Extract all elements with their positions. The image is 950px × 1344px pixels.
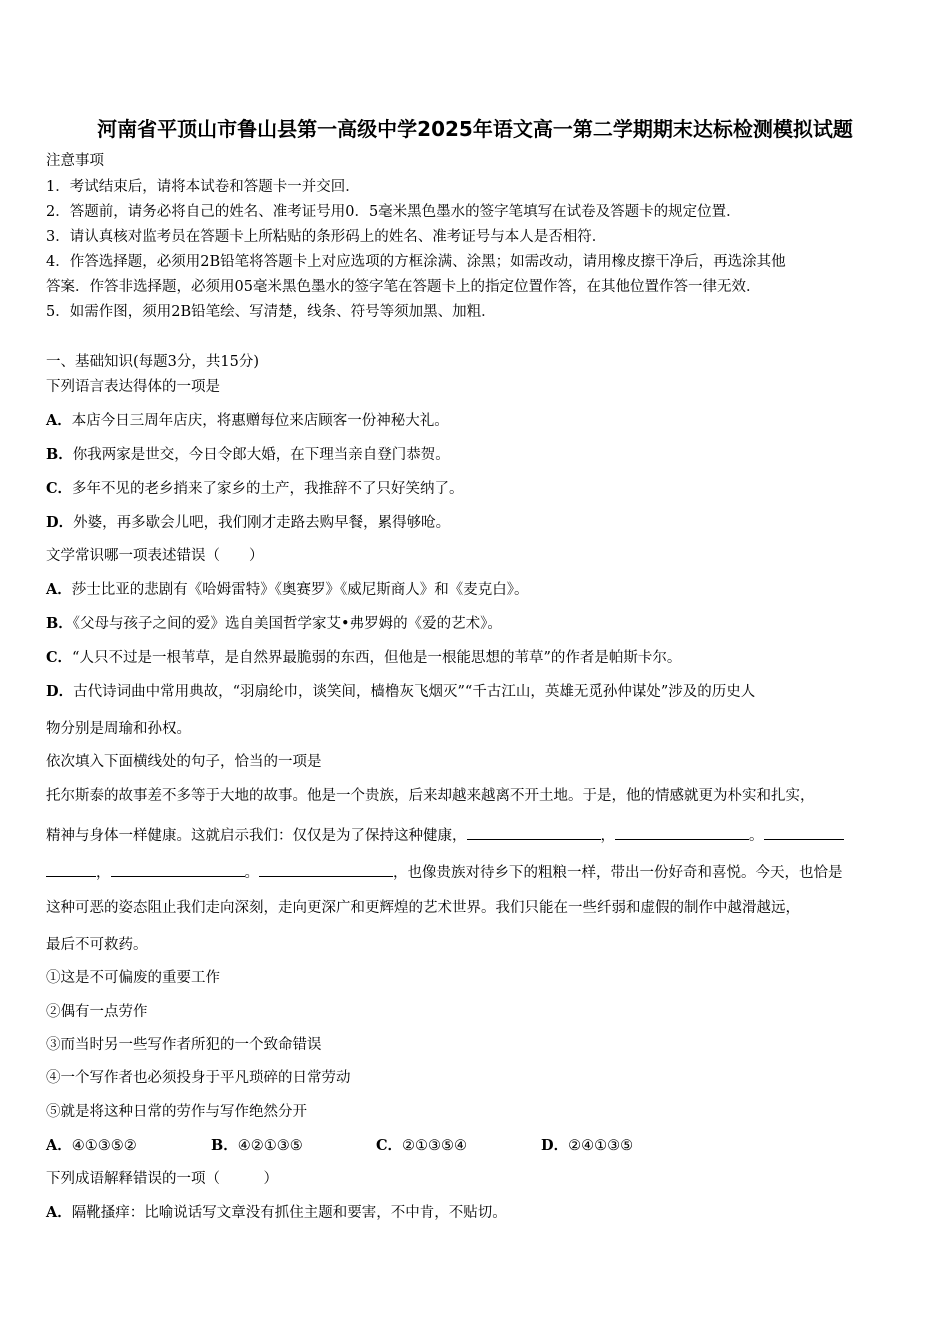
notice-item: 答案．作答非选择题，必须用05毫米黑色墨水的签字笔在答题卡上的指定位置作答，在其他位置作答一律无效． xyxy=(46,279,761,295)
option-label: B． xyxy=(211,1137,238,1154)
option-label: D． xyxy=(46,683,74,700)
fill-blank-3[interactable] xyxy=(764,824,844,840)
option-text: ④①③⑤② xyxy=(71,1138,137,1154)
option-a xyxy=(46,411,449,431)
option-c xyxy=(376,1136,541,1156)
passage-line xyxy=(46,824,844,846)
passage-text: 精神与身体一样健康。这就启示我们：仅仅是为了保持这种健康， xyxy=(46,828,467,844)
option-text: ④②①③⑤ xyxy=(237,1138,303,1154)
fill-blank-3-cont[interactable] xyxy=(46,861,96,877)
passage-line: 托尔斯泰的故事差不多等于大地的故事。他是一个贵族，后来却越来越离不开土地。于是，他的情感就更为朴实和扎实， xyxy=(46,788,815,804)
option-label: C． xyxy=(46,649,73,666)
fill-blank-1[interactable] xyxy=(467,824,601,840)
option-text: ②①③⑤④ xyxy=(402,1138,468,1154)
option-label: C． xyxy=(376,1137,403,1154)
option-text: 《父母与孩子之间的爱》选自美国哲学家艾•弗罗姆的《爱的艺术》。 xyxy=(72,616,502,632)
fill-blank-2[interactable] xyxy=(615,824,749,840)
question-stem: 下列成语解释错误的一项（ ） xyxy=(46,1171,278,1187)
notice-item: 2．答题前，请务必将自己的姓名、准考证号用0．5毫米黑色墨水的签字笔填写在试卷及答题卡的规定位置． xyxy=(46,204,741,220)
option-text: 隔靴搔痒：比喻说话写文章没有抓住主题和要害，不中肯，不贴切。 xyxy=(71,1205,507,1221)
notice-heading: 注意事项 xyxy=(46,153,104,169)
option-text: “人只不过是一根苇草，是自然界最脆弱的东西，但他是一根能思想的苇草”的作者是帕斯卡尔。 xyxy=(72,650,682,666)
option-text: 外婆，再多歇会儿吧，我们刚才走路去购早餐，累得够呛。 xyxy=(73,515,451,531)
option-label: B． xyxy=(46,615,73,632)
page-title: 河南省平顶山市鲁山县第一高级中学2025年语文高一第二学期期末达标检测模拟试题 xyxy=(97,117,853,141)
option-text: ②④①③⑤ xyxy=(568,1138,634,1154)
option-a xyxy=(46,580,529,600)
fill-blank-5[interactable] xyxy=(259,861,393,877)
passage-line: 最后不可救药。 xyxy=(46,937,148,953)
option-d xyxy=(541,1136,633,1156)
option-d xyxy=(46,682,755,702)
question-stem: 文学常识哪一项表述错误（ ） xyxy=(46,548,264,564)
option-label: A． xyxy=(46,1137,72,1154)
option-b xyxy=(46,614,502,634)
sentence-item: ⑤就是将这种日常的劳作与写作绝然分开 xyxy=(46,1104,307,1120)
sentence-item: ②偶有一点劳作 xyxy=(46,1004,148,1020)
option-label: D． xyxy=(46,514,74,531)
option-text: 古代诗词曲中常用典故，“羽扇纶巾，谈笑间，樯橹灰飞烟灭”“千古江山，英雄无觅孙仲谋处”涉及的历史人 xyxy=(73,684,756,700)
option-c xyxy=(46,479,464,499)
option-text: 多年不见的老乡捎来了家乡的土产，我推辞不了只好笑纳了。 xyxy=(72,481,464,497)
option-text: 你我两家是世交，今日令郎大婚，在下理当亲自登门恭贺。 xyxy=(72,447,450,463)
option-label: A． xyxy=(46,581,72,598)
question-stem: 下列语言表达得体的一项是 xyxy=(46,379,220,395)
option-b xyxy=(46,445,450,465)
sentence-item: ④一个写作者也必须投身于平凡琐碎的日常劳动 xyxy=(46,1070,351,1086)
sentence-item: ③而当时另一些写作者所犯的一个致命错误 xyxy=(46,1037,322,1053)
option-d xyxy=(46,513,450,533)
option-label: D． xyxy=(541,1137,569,1154)
passage-text: ，也像贵族对待乡下的粗粮一样，带出一份好奇和喜悦。今天，也恰是 xyxy=(393,865,843,881)
option-label: C． xyxy=(46,480,73,497)
option-b xyxy=(211,1136,376,1156)
notice-item: 1．考试结束后，请将本试卷和答题卡一并交回． xyxy=(46,179,360,195)
option-label: A． xyxy=(46,1204,72,1221)
notice-item: 5．如需作图，须用2B铅笔绘、写清楚，线条、符号等须加黑、加粗． xyxy=(46,304,496,320)
option-label: B． xyxy=(46,446,73,463)
option-d-continuation: 物分别是周瑜和孙权。 xyxy=(46,721,191,737)
option-text: 本店今日三周年店庆，将惠赠每位来店顾客一份神秘大礼。 xyxy=(71,413,449,429)
option-label: A． xyxy=(46,412,72,429)
passage-line xyxy=(46,861,843,883)
punct: 。 xyxy=(244,865,259,881)
option-a xyxy=(46,1136,211,1156)
sentence-item: ①这是不可偏废的重要工作 xyxy=(46,970,220,986)
section-heading: 一、基础知识(每题3分，共15分) xyxy=(46,354,259,370)
fill-blank-4[interactable] xyxy=(111,861,245,877)
notice-item: 4．作答选择题，必须用2B铅笔将答题卡上对应选项的方框涂满、涂黑；如需改动，请用橡皮擦干净后，再选涂其他 xyxy=(46,254,786,270)
notice-item: 3．请认真核对监考员在答题卡上所粘贴的条形码上的姓名、准考证号与本人是否相符． xyxy=(46,229,607,245)
punct: ， xyxy=(96,865,111,881)
option-a xyxy=(46,1203,507,1223)
punct: ， xyxy=(600,828,615,844)
question-stem: 依次填入下面横线处的句子，恰当的一项是 xyxy=(46,754,322,770)
option-c xyxy=(46,648,681,668)
passage-line: 这种可恶的姿态阻止我们走向深刻，走向更深广和更辉煌的艺术世界。我们只能在一些纤弱和虚假的制作中越滑越远， xyxy=(46,900,800,916)
punct: 。 xyxy=(749,828,764,844)
options-row xyxy=(46,1136,633,1156)
option-text: 莎士比亚的悲剧有《哈姆雷特》《奥赛罗》《威尼斯商人》和《麦克白》。 xyxy=(71,582,529,598)
